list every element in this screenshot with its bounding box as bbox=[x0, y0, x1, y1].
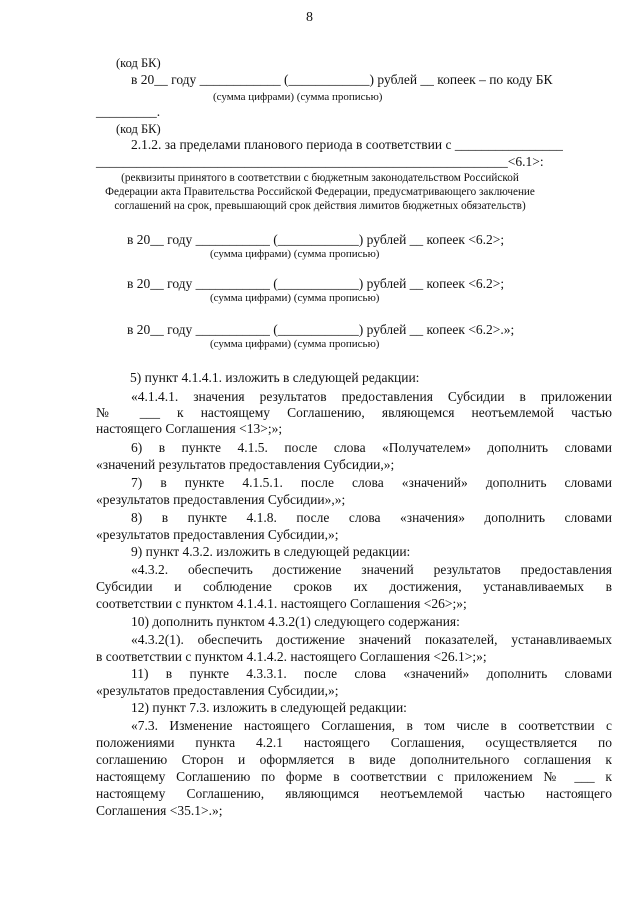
item-9-quote: Субсидии и соблюдение сроков их достижения, устанавливаемых в bbox=[96, 579, 612, 594]
item-5-quote: № ___ к настоящему Соглашению, являющемся неотъемлемой частью bbox=[96, 405, 612, 420]
requisites-note: (реквизиты принятого в соответствии с бюджетным законодательством Российской bbox=[121, 172, 519, 184]
item-5-quote: «4.1.4.1. значения результатов предоставления Субсидии в приложении bbox=[131, 389, 612, 404]
requisites-note: Федерации акта Правительства Российской Федерации, предусматривающего заключение bbox=[105, 186, 535, 198]
year-row: в 20__ году ___________ (____________) рублей __ копеек <6.2>; bbox=[127, 276, 505, 291]
item-10: 10) дополнить пунктом 4.3.2(1) следующего содержания: bbox=[131, 614, 460, 629]
year-amount-line: в 20__ году ____________ (____________) рублей __ копеек – по коду БК bbox=[131, 72, 553, 87]
item-10-quote: в соответствии с пунктом 4.1.4.2. настоящего Соглашения <26.1>;»; bbox=[96, 649, 487, 664]
page-number: 8 bbox=[306, 10, 313, 25]
item-12-quote: настоящему Соглашению по форме в соответствии с приложением № ___ к bbox=[96, 769, 612, 784]
item-7: «результатов предоставления Субсидии»,»; bbox=[96, 492, 346, 507]
year-row: в 20__ году ___________ (____________) рублей __ копеек <6.2>.»; bbox=[127, 322, 515, 337]
requisites-note: соглашений на срок, превышающий срок действия лимитов бюджетных обязательств) bbox=[114, 200, 526, 212]
item-12-quote: «7.3. Изменение настоящего Соглашения, в том числе в соответствии с bbox=[131, 718, 612, 733]
item-8: «результатов предоставления Субсидии,»; bbox=[96, 527, 339, 542]
item-12-quote: положениями пункта 4.2.1 настоящего Соглашения, осуществляется по bbox=[96, 735, 612, 750]
item-11: 11) в пункте 4.3.3.1. после слова «значений» дополнить словами bbox=[131, 666, 612, 681]
item-8: 8) в пункте 4.1.8. после слова «значения» дополнить словами bbox=[131, 510, 612, 525]
item-12: 12) пункт 7.3. изложить в следующей редакции: bbox=[131, 700, 407, 715]
item-12-quote: соглашению Сторон и оформляется в виде дополнительного соглашения к bbox=[96, 752, 612, 767]
item-5-quote: настоящего Соглашения <13>;»; bbox=[96, 421, 283, 436]
item-12-quote: настоящему Соглашению, являющимся неотъемлемой частью настоящего bbox=[96, 786, 612, 801]
code-bk-label: (код БК) bbox=[116, 122, 161, 136]
item-9: 9) пункт 4.3.2. изложить в следующей редакции: bbox=[131, 544, 411, 559]
item-9-quote: соответствии с пунктом 4.1.4.1. настоящего Соглашения <26>;»; bbox=[96, 596, 467, 611]
item-7: 7) в пункте 4.1.5.1. после слова «значений» дополнить словами bbox=[131, 475, 612, 490]
underscore-line: _________. bbox=[96, 104, 161, 119]
item-9-quote: «4.3.2. обеспечить достижение значений результатов предоставления bbox=[131, 562, 612, 577]
item-10-quote: «4.3.2(1). обеспечить достижение значений показателей, устанавливаемых bbox=[131, 632, 612, 647]
year-row-caption: (сумма цифрами) (сумма прописью) bbox=[210, 338, 380, 350]
item-6: 6) в пункте 4.1.5. после слова «Получателем» дополнить словами bbox=[131, 440, 612, 455]
item-12-quote: Соглашения <35.1>.»; bbox=[96, 803, 223, 818]
clause-212-line: _____________________________________________________________<6.1>: bbox=[96, 154, 544, 169]
sum-captions: (сумма цифрами) (сумма прописью) bbox=[213, 91, 383, 103]
clause-212-line: 2.1.2. за пределами планового периода в соответствии с ________________ bbox=[131, 137, 563, 152]
year-row-caption: (сумма цифрами) (сумма прописью) bbox=[210, 248, 380, 260]
item-5: 5) пункт 4.1.4.1. изложить в следующей редакции: bbox=[130, 370, 420, 385]
code-bk-label: (код БК) bbox=[116, 56, 161, 70]
year-row-caption: (сумма цифрами) (сумма прописью) bbox=[210, 292, 380, 304]
item-11: «результатов предоставления Субсидии,»; bbox=[96, 683, 339, 698]
year-row: в 20__ году ___________ (____________) рублей __ копеек <6.2>; bbox=[127, 232, 505, 247]
item-6: «значений результатов предоставления Субсидии,»; bbox=[96, 457, 395, 472]
